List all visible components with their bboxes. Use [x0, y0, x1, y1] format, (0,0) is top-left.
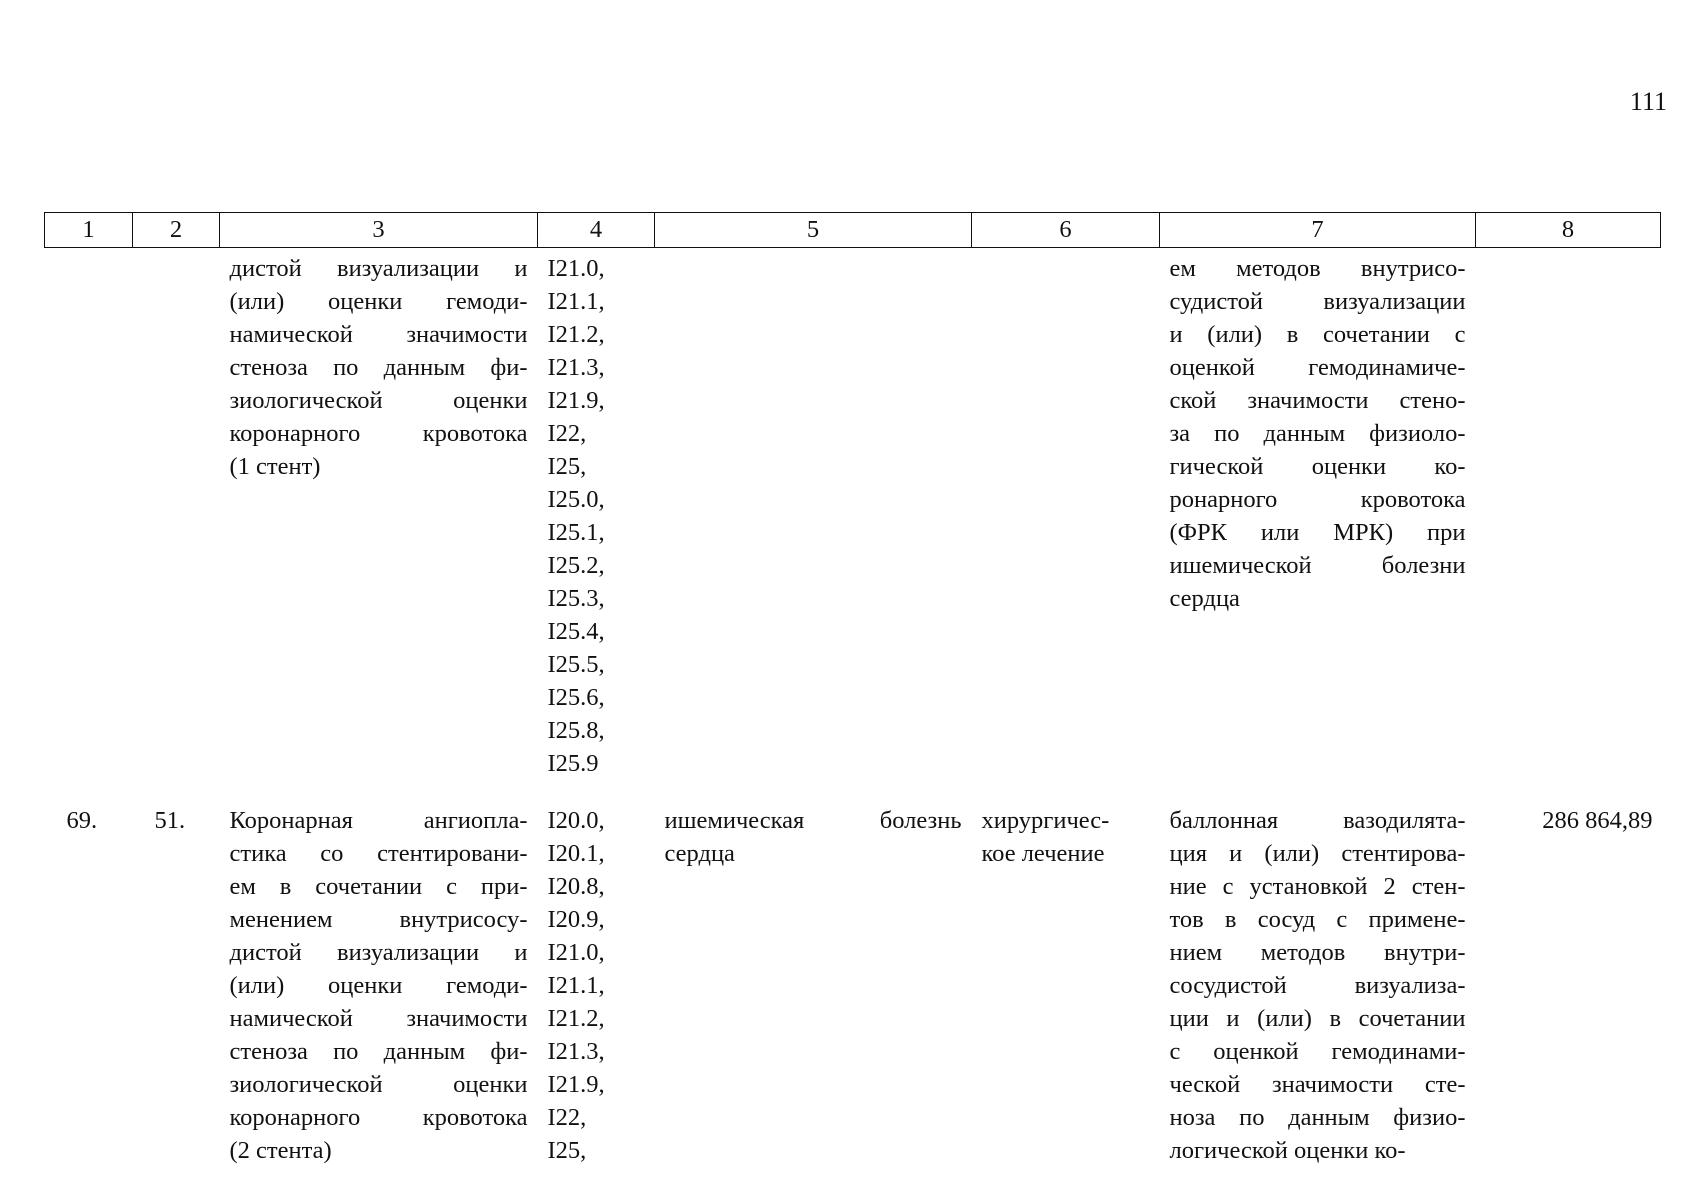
- procedure-lines: [230, 804, 528, 1167]
- text-line: оценкой гемодинамиче-: [1169, 354, 1466, 381]
- cell-diagnosis: [655, 248, 972, 805]
- text-line: хирургичес-: [981, 807, 1110, 834]
- text-line: стика со стентировани-: [229, 840, 528, 867]
- text-line: (2 стента): [229, 1137, 332, 1164]
- text-line: баллонная вазодилята-: [1169, 807, 1466, 834]
- text-line: ем методов внутрисо-: [1169, 255, 1466, 282]
- cell-cost: [1476, 248, 1661, 805]
- header-col-1: 1: [45, 213, 133, 248]
- text-line: намической значимости: [229, 1005, 528, 1032]
- text-line: I21.3,: [547, 1038, 605, 1065]
- text-line: и (или) в сочетании с: [1169, 321, 1466, 348]
- diagnosis-line-1: [665, 804, 962, 837]
- text-line: I21.2,: [547, 1005, 605, 1032]
- cell-number: [45, 248, 133, 805]
- text-line: I25,: [547, 1137, 587, 1164]
- cell-cost: 286 864,89: [1542, 807, 1653, 834]
- table-header: [45, 213, 1661, 248]
- diagnosis-word-2: болезнь: [879, 807, 962, 834]
- services-table: [44, 212, 1661, 1167]
- text-line: I21.2,: [547, 321, 605, 348]
- text-line: ем в сочетании с при-: [229, 873, 528, 900]
- header-col-4: 4: [538, 213, 655, 248]
- text-line: ишемической болезни: [1169, 552, 1466, 579]
- text-line: (1 стент): [229, 453, 321, 480]
- diagnosis-line-2: сердца: [664, 840, 735, 867]
- cell-diagnosis: [655, 804, 972, 1167]
- cell-treatment-type: [972, 804, 1160, 1167]
- text-line: I21.0,: [547, 255, 605, 282]
- text-line: намической значимости: [229, 321, 528, 348]
- text-line: I20.1,: [547, 840, 605, 867]
- cell-treatment-type: [972, 248, 1160, 805]
- cell-method: [1160, 804, 1476, 1167]
- text-line: Коронарная ангиопла-: [229, 807, 528, 834]
- cell-icd-codes: [538, 804, 655, 1167]
- text-line: сердца: [1169, 585, 1240, 612]
- cell-group: 51.: [154, 807, 186, 834]
- page-number: 111: [1629, 87, 1667, 116]
- text-line: кое лечение: [981, 840, 1105, 867]
- text-line: коронарного кровотока: [229, 420, 528, 447]
- header-col-8: 8: [1476, 213, 1661, 248]
- cell-icd-codes: [538, 248, 655, 805]
- text-line: I22,: [547, 420, 587, 447]
- text-line: нием методов внутри-: [1169, 939, 1466, 966]
- text-line: за по данным физиоло-: [1169, 420, 1466, 447]
- text-line: I25.0,: [547, 486, 605, 513]
- text-line: с оценкой гемодинами-: [1169, 1038, 1466, 1065]
- text-line: I25.5,: [547, 651, 605, 678]
- text-line: логической оценки ко-: [1169, 1137, 1406, 1164]
- text-line: ции и (или) в сочетании: [1169, 1005, 1466, 1032]
- icd-code-list: [548, 804, 645, 1167]
- table-row-continuation: [45, 248, 1661, 805]
- cell-procedure-name: [220, 804, 538, 1167]
- text-line: I25.4,: [547, 618, 605, 645]
- text-line: коронарного кровотока: [229, 1104, 528, 1131]
- text-line: сосудистой визуализа-: [1169, 972, 1466, 999]
- text-line: ческой значимости сте-: [1169, 1071, 1466, 1098]
- header-col-6: 6: [972, 213, 1160, 248]
- header-row: [45, 213, 1661, 248]
- text-line: I20.9,: [547, 906, 605, 933]
- header-col-5: 5: [655, 213, 972, 248]
- cell-group: [133, 248, 220, 805]
- text-line: I21.1,: [547, 972, 605, 999]
- text-line: (или) оценки гемоди-: [229, 972, 528, 999]
- text-line: I25.6,: [547, 684, 605, 711]
- diagnosis-word-1: ишемическая: [664, 807, 805, 834]
- header-col-3: 3: [220, 213, 538, 248]
- text-line: судистой визуализации: [1169, 288, 1466, 315]
- text-line: тов в сосуд с примене-: [1169, 906, 1466, 933]
- text-line: I25.2,: [547, 552, 605, 579]
- text-line: ние с установкой 2 стен-: [1169, 873, 1466, 900]
- header-col-7: 7: [1160, 213, 1476, 248]
- text-line: I21.9,: [547, 387, 605, 414]
- procedure-lines: [230, 252, 528, 483]
- text-line: дистой визуализации и: [229, 939, 528, 966]
- cell-number: 69.: [66, 807, 98, 834]
- text-line: гической оценки ко-: [1169, 453, 1466, 480]
- cell-method: [1160, 248, 1476, 805]
- text-line: I25.9: [547, 750, 599, 777]
- text-line: ской значимости стено-: [1169, 387, 1466, 414]
- text-line: I20.0,: [547, 807, 605, 834]
- text-line: I25,: [547, 453, 587, 480]
- text-line: I21.1,: [547, 288, 605, 315]
- text-line: зиологической оценки: [229, 387, 528, 414]
- method-lines: [1170, 804, 1466, 1167]
- text-line: I21.0,: [547, 939, 605, 966]
- text-line: ция и (или) стентирова-: [1169, 840, 1466, 867]
- text-line: (или) оценки гемоди-: [229, 288, 528, 315]
- treatment-lines: [982, 804, 1150, 870]
- text-line: I25.3,: [547, 585, 605, 612]
- method-lines: [1170, 252, 1466, 615]
- text-line: I22,: [547, 1104, 587, 1131]
- text-line: I20.8,: [547, 873, 605, 900]
- text-line: менением внутрисосу-: [229, 906, 528, 933]
- text-line: дистой визуализации и: [229, 255, 528, 282]
- cell-procedure-name: [220, 248, 538, 805]
- text-line: I25.1,: [547, 519, 605, 546]
- icd-code-list: [548, 252, 645, 780]
- text-line: I25.8,: [547, 717, 605, 744]
- text-line: стеноза по данным фи-: [229, 1038, 528, 1065]
- text-line: I21.3,: [547, 354, 605, 381]
- text-line: ронарного кровотока: [1169, 486, 1466, 513]
- text-line: I21.9,: [547, 1071, 605, 1098]
- text-line: стеноза по данным фи-: [229, 354, 528, 381]
- table-row-69: [45, 804, 1661, 1167]
- text-line: зиологической оценки: [229, 1071, 528, 1098]
- header-col-2: 2: [133, 213, 220, 248]
- text-line: ноза по данным физио-: [1169, 1104, 1466, 1131]
- text-line: (ФРК или МРК) при: [1169, 519, 1466, 546]
